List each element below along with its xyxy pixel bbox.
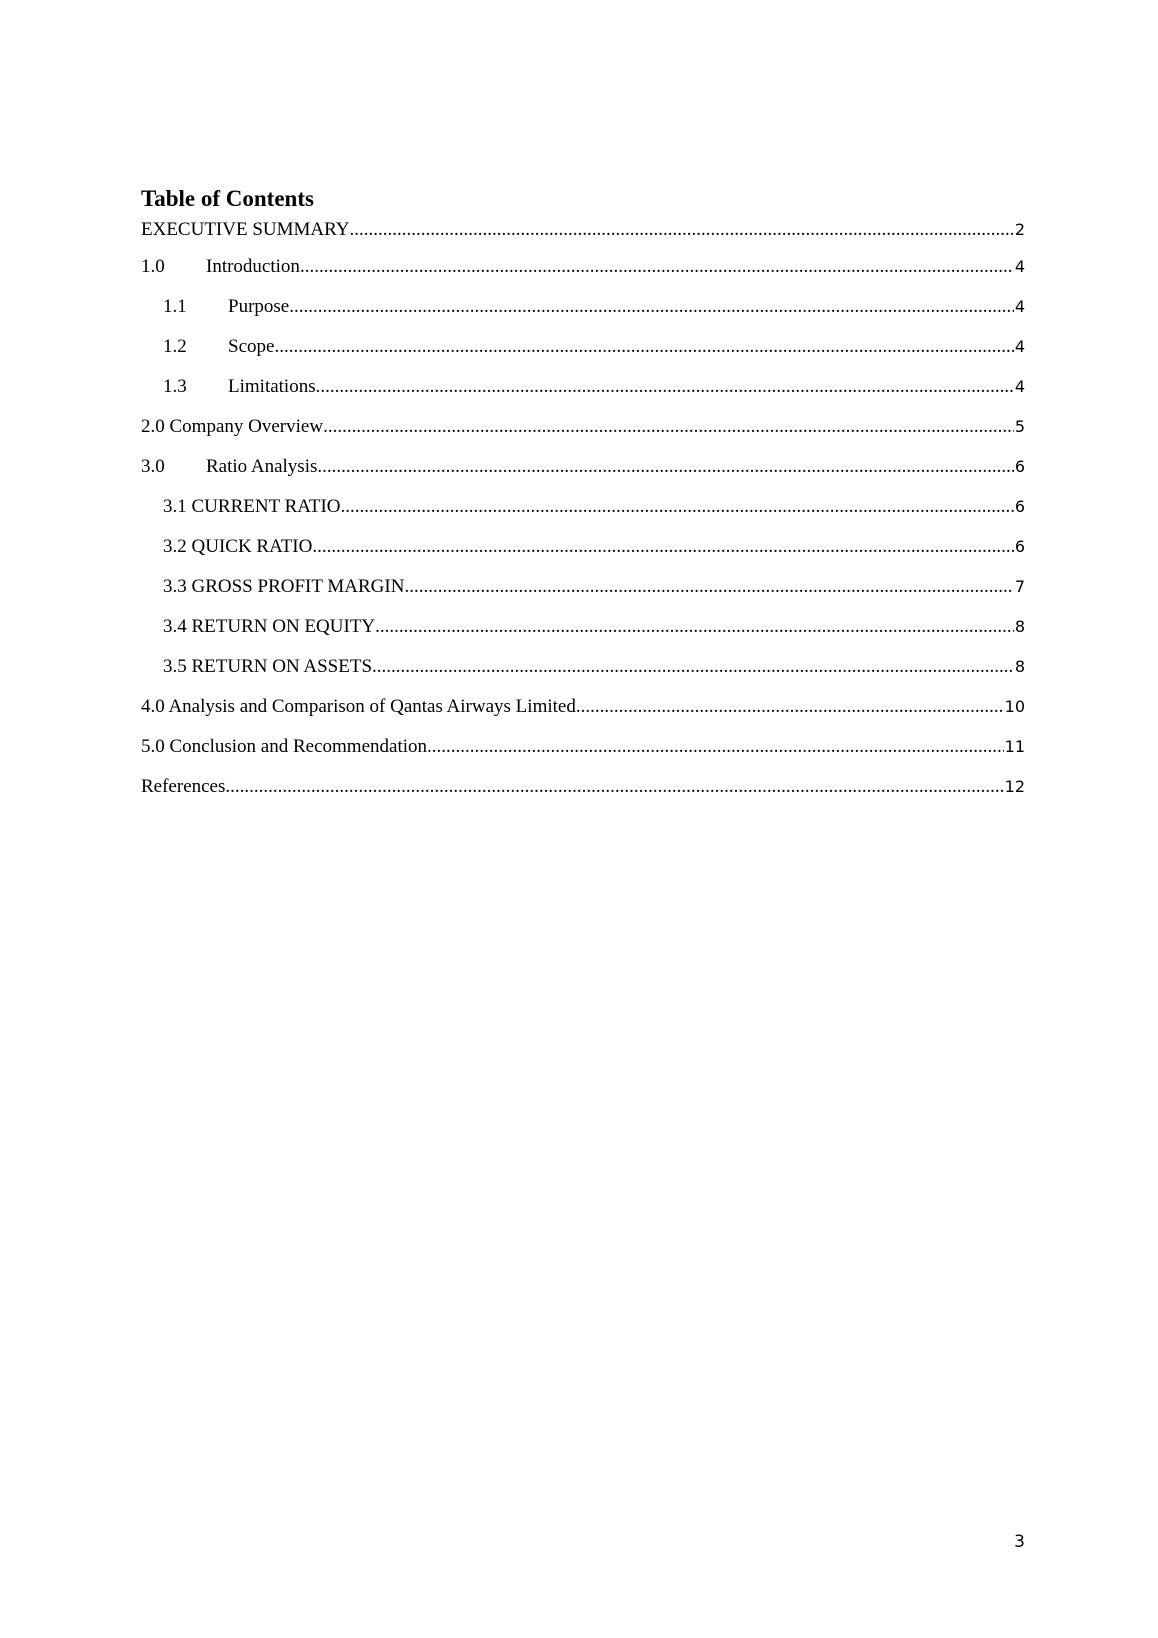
toc-entry-scope[interactable] <box>141 334 1025 374</box>
toc-entry-label: 2.0 Company Overview <box>141 416 324 437</box>
page-number: 3 <box>1014 1532 1025 1552</box>
toc-entry-page: 4 <box>1014 297 1025 316</box>
toc-entry-page: 12 <box>1004 777 1025 796</box>
toc-entry-page: 10 <box>1004 697 1025 716</box>
toc-entry-quick-ratio[interactable] <box>141 534 1025 574</box>
toc-entry-page: 4 <box>1014 337 1025 356</box>
toc-entry-number: 1.2 <box>163 336 187 357</box>
toc-dot-leader <box>375 614 1014 640</box>
toc-title: Table of Contents <box>141 186 314 211</box>
toc-entry-label: 3.1 CURRENT RATIO <box>163 496 341 517</box>
toc-entry-label: 3.4 RETURN ON EQUITY <box>163 616 376 637</box>
toc-entry-analysis-comparison[interactable] <box>141 694 1025 734</box>
toc-dot-leader <box>427 734 1004 760</box>
toc-entry-page: 5 <box>1014 417 1025 436</box>
toc-entry-page: 4 <box>1014 257 1025 276</box>
toc-entry-label: Limitations <box>228 376 316 397</box>
toc-entry-number: 1.0 <box>141 256 165 277</box>
toc-entry-page: 6 <box>1014 537 1025 556</box>
toc-dot-leader <box>312 534 1013 560</box>
toc-dot-leader <box>372 654 1014 680</box>
toc-entry-label: EXECUTIVE SUMMARY <box>141 219 350 240</box>
toc-entry-number: 1.3 <box>163 376 187 397</box>
toc-entry-label: Ratio Analysis <box>206 456 318 477</box>
toc-dot-leader <box>274 334 1013 360</box>
table-of-contents <box>141 184 1025 814</box>
toc-entry-label: 3.3 GROSS PROFIT MARGIN <box>163 576 405 597</box>
toc-dot-leader <box>225 774 1003 800</box>
toc-entry-return-on-assets[interactable] <box>141 654 1025 694</box>
toc-entry-page: 2 <box>1014 220 1025 239</box>
toc-entry-page: 7 <box>1014 577 1025 596</box>
toc-entry-label: 3.2 QUICK RATIO <box>163 536 313 557</box>
toc-dot-leader <box>341 494 1014 520</box>
toc-entry-page: 6 <box>1014 457 1025 476</box>
toc-entry-ratio-analysis[interactable] <box>141 454 1025 494</box>
toc-dot-leader <box>404 574 1013 600</box>
toc-entry-label: References <box>141 776 226 797</box>
toc-entry-return-on-equity[interactable] <box>141 614 1025 654</box>
toc-entry-conclusion[interactable] <box>141 734 1025 774</box>
toc-dot-leader <box>323 414 1014 440</box>
toc-entry-label: Scope <box>228 336 275 357</box>
toc-entry-page: 6 <box>1014 497 1025 516</box>
toc-entry-company-overview[interactable] <box>141 414 1025 454</box>
toc-dot-leader <box>289 294 1014 320</box>
toc-entry-gross-profit-margin[interactable] <box>141 574 1025 614</box>
toc-entry-label: 3.5 RETURN ON ASSETS <box>163 656 373 677</box>
toc-entry-introduction[interactable] <box>141 254 1025 294</box>
toc-list <box>141 217 1025 814</box>
toc-entry-page: 8 <box>1014 617 1025 636</box>
toc-entry-current-ratio[interactable] <box>141 494 1025 534</box>
toc-entry-page: 11 <box>1004 737 1025 756</box>
toc-entry-page: 4 <box>1014 377 1025 396</box>
toc-dot-leader <box>300 254 1014 280</box>
toc-entry-number: 3.0 <box>141 456 165 477</box>
toc-dot-leader <box>576 694 1004 720</box>
toc-entry-limitations[interactable] <box>141 374 1025 414</box>
toc-entry-references[interactable] <box>141 774 1025 814</box>
toc-entry-label: Purpose <box>228 296 290 317</box>
toc-dot-leader <box>349 217 1013 243</box>
toc-entry-executive-summary[interactable] <box>141 217 1025 254</box>
toc-dot-leader <box>316 374 1014 400</box>
toc-dot-leader <box>317 454 1013 480</box>
toc-entry-label: 4.0 Analysis and Comparison of Qantas Airways Limited <box>141 696 576 717</box>
toc-entry-purpose[interactable] <box>141 294 1025 334</box>
toc-entry-label: Introduction <box>206 256 300 277</box>
toc-entry-page: 8 <box>1014 657 1025 676</box>
toc-entry-label: 5.0 Conclusion and Recommendation <box>141 736 428 757</box>
toc-entry-number: 1.1 <box>163 296 187 317</box>
